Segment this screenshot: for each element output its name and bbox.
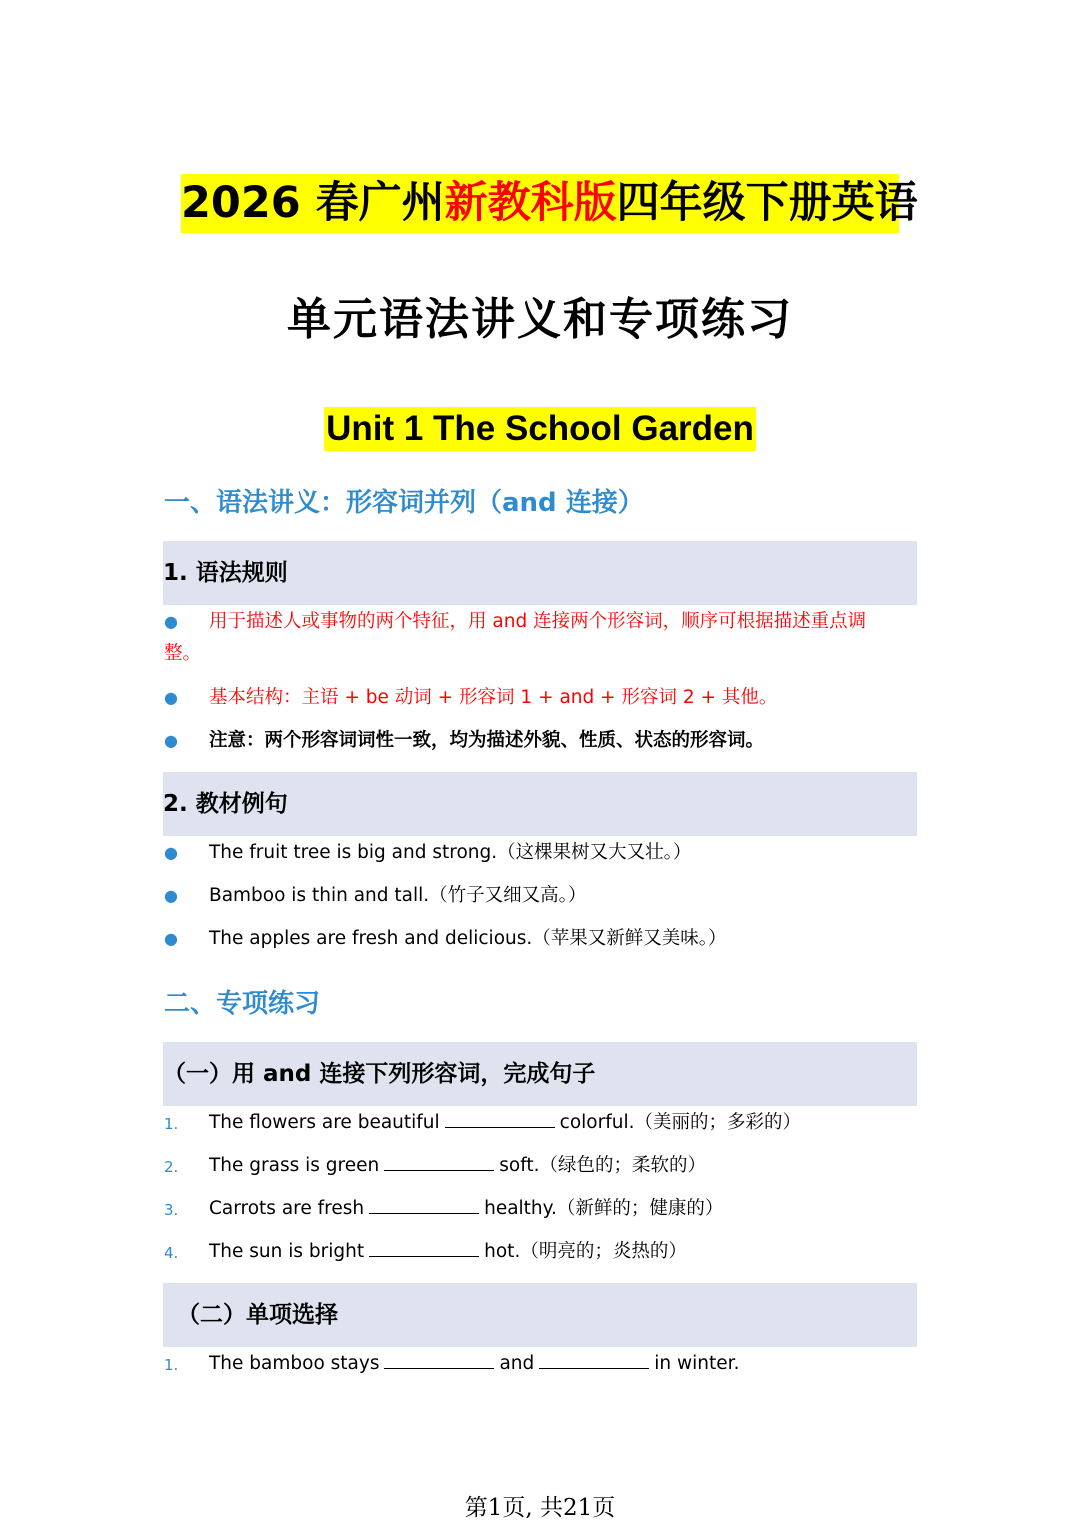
item-text-after: hot.（明亮的；炎热的） [484, 1241, 687, 1262]
answer-blank[interactable] [384, 1150, 494, 1171]
document-title [181, 174, 918, 233]
examples-heading: 2. 教材例句 [163, 791, 288, 817]
answer-blank[interactable] [369, 1236, 479, 1257]
subheading-bar-part2 [163, 1283, 917, 1347]
unit-title-wrap [0, 407, 1080, 451]
rule-text-1: 用于描述人或事物的两个特征，用 and 连接两个形容词，顺序可根据描述重点调 [209, 611, 867, 632]
item-text-after: colorful.（美丽的；多彩的） [559, 1112, 801, 1133]
item-number: 4. [164, 1244, 179, 1262]
example-text-1: The fruit tree is big and strong.（这棵果树又大又壮。） [209, 842, 692, 863]
rule-bullet-1 [164, 606, 918, 670]
answer-blank[interactable] [445, 1107, 555, 1128]
item-text-after: in winter. [654, 1353, 740, 1374]
subheading-bar-rules [163, 541, 917, 605]
item-text-before: The flowers are beautiful [209, 1112, 440, 1133]
example-text-3: The apples are fresh and delicious.（苹果又新鲜又美味。） [209, 928, 727, 949]
example-bullet-2 [164, 880, 918, 912]
item-number: 2. [164, 1158, 179, 1176]
example-bullet-1 [164, 837, 918, 869]
rule-bullet-3 [164, 725, 918, 757]
item-text-after: soft.（绿色的；柔软的） [499, 1155, 707, 1176]
item-text-before: The sun is bright [209, 1241, 365, 1262]
bullet-icon: ● [164, 612, 178, 631]
item-number: 1. [164, 1115, 179, 1133]
rule-text-1-continued: 整。 [164, 643, 202, 664]
bullet-icon: ● [164, 886, 178, 905]
rule-text-3: 注意：两个形容词词性一致，均为描述外貌、性质、状态的形容词。 [209, 730, 765, 751]
rules-heading: 1. 语法规则 [163, 560, 288, 586]
unit-title: Unit 1 The School Garden [324, 407, 756, 451]
item-text-before: The bamboo stays [209, 1353, 380, 1374]
example-bullet-3 [164, 923, 918, 955]
exercise-item-3 [164, 1193, 918, 1225]
item-text-before: Carrots are fresh [209, 1198, 365, 1219]
item-number: 3. [164, 1201, 179, 1219]
example-text-2: Bamboo is thin and tall.（竹子又细又高。） [209, 885, 587, 906]
part1-heading: （一）用 and 连接下列形容词，完成句子 [163, 1061, 596, 1087]
exercise-item-1 [164, 1107, 918, 1139]
answer-blank[interactable] [384, 1348, 494, 1369]
answer-blank[interactable] [369, 1193, 479, 1214]
choice-item-1 [164, 1348, 918, 1380]
item-text-after: healthy.（新鲜的；健康的） [484, 1198, 724, 1219]
page-footer: 第1页, 共21页 [464, 1495, 616, 1521]
section-heading-grammar: 一、语法讲义：形容词并列（and 连接） [164, 488, 644, 518]
section-heading-practice: 二、专项练习 [164, 989, 321, 1019]
answer-blank[interactable] [539, 1348, 649, 1369]
item-text-before: The grass is green [209, 1155, 380, 1176]
exercise-item-2 [164, 1150, 918, 1182]
title-suffix: 四年级下册英语 [616, 178, 918, 228]
bullet-icon: ● [164, 843, 178, 862]
title-highlight: 新教科版 [444, 178, 617, 228]
exercise-item-4 [164, 1236, 918, 1268]
item-number: 1. [164, 1356, 179, 1374]
item-text-middle: and [499, 1353, 535, 1374]
rule-text-2: 基本结构：主语 + be 动词 + 形容词 1 + and + 形容词 2 + 其他。 [209, 687, 778, 708]
bullet-icon: ● [164, 731, 178, 750]
subheading-bar-part1 [163, 1042, 917, 1106]
rule-bullet-2 [164, 682, 918, 714]
title-prefix: 2026 春广州 [181, 178, 445, 228]
bullet-icon: ● [164, 688, 178, 707]
document-subtitle: 单元语法讲义和专项练习 [287, 294, 793, 345]
bullet-icon: ● [164, 929, 178, 948]
subheading-bar-examples [163, 772, 917, 836]
part2-heading: （二）单项选择 [177, 1302, 338, 1328]
